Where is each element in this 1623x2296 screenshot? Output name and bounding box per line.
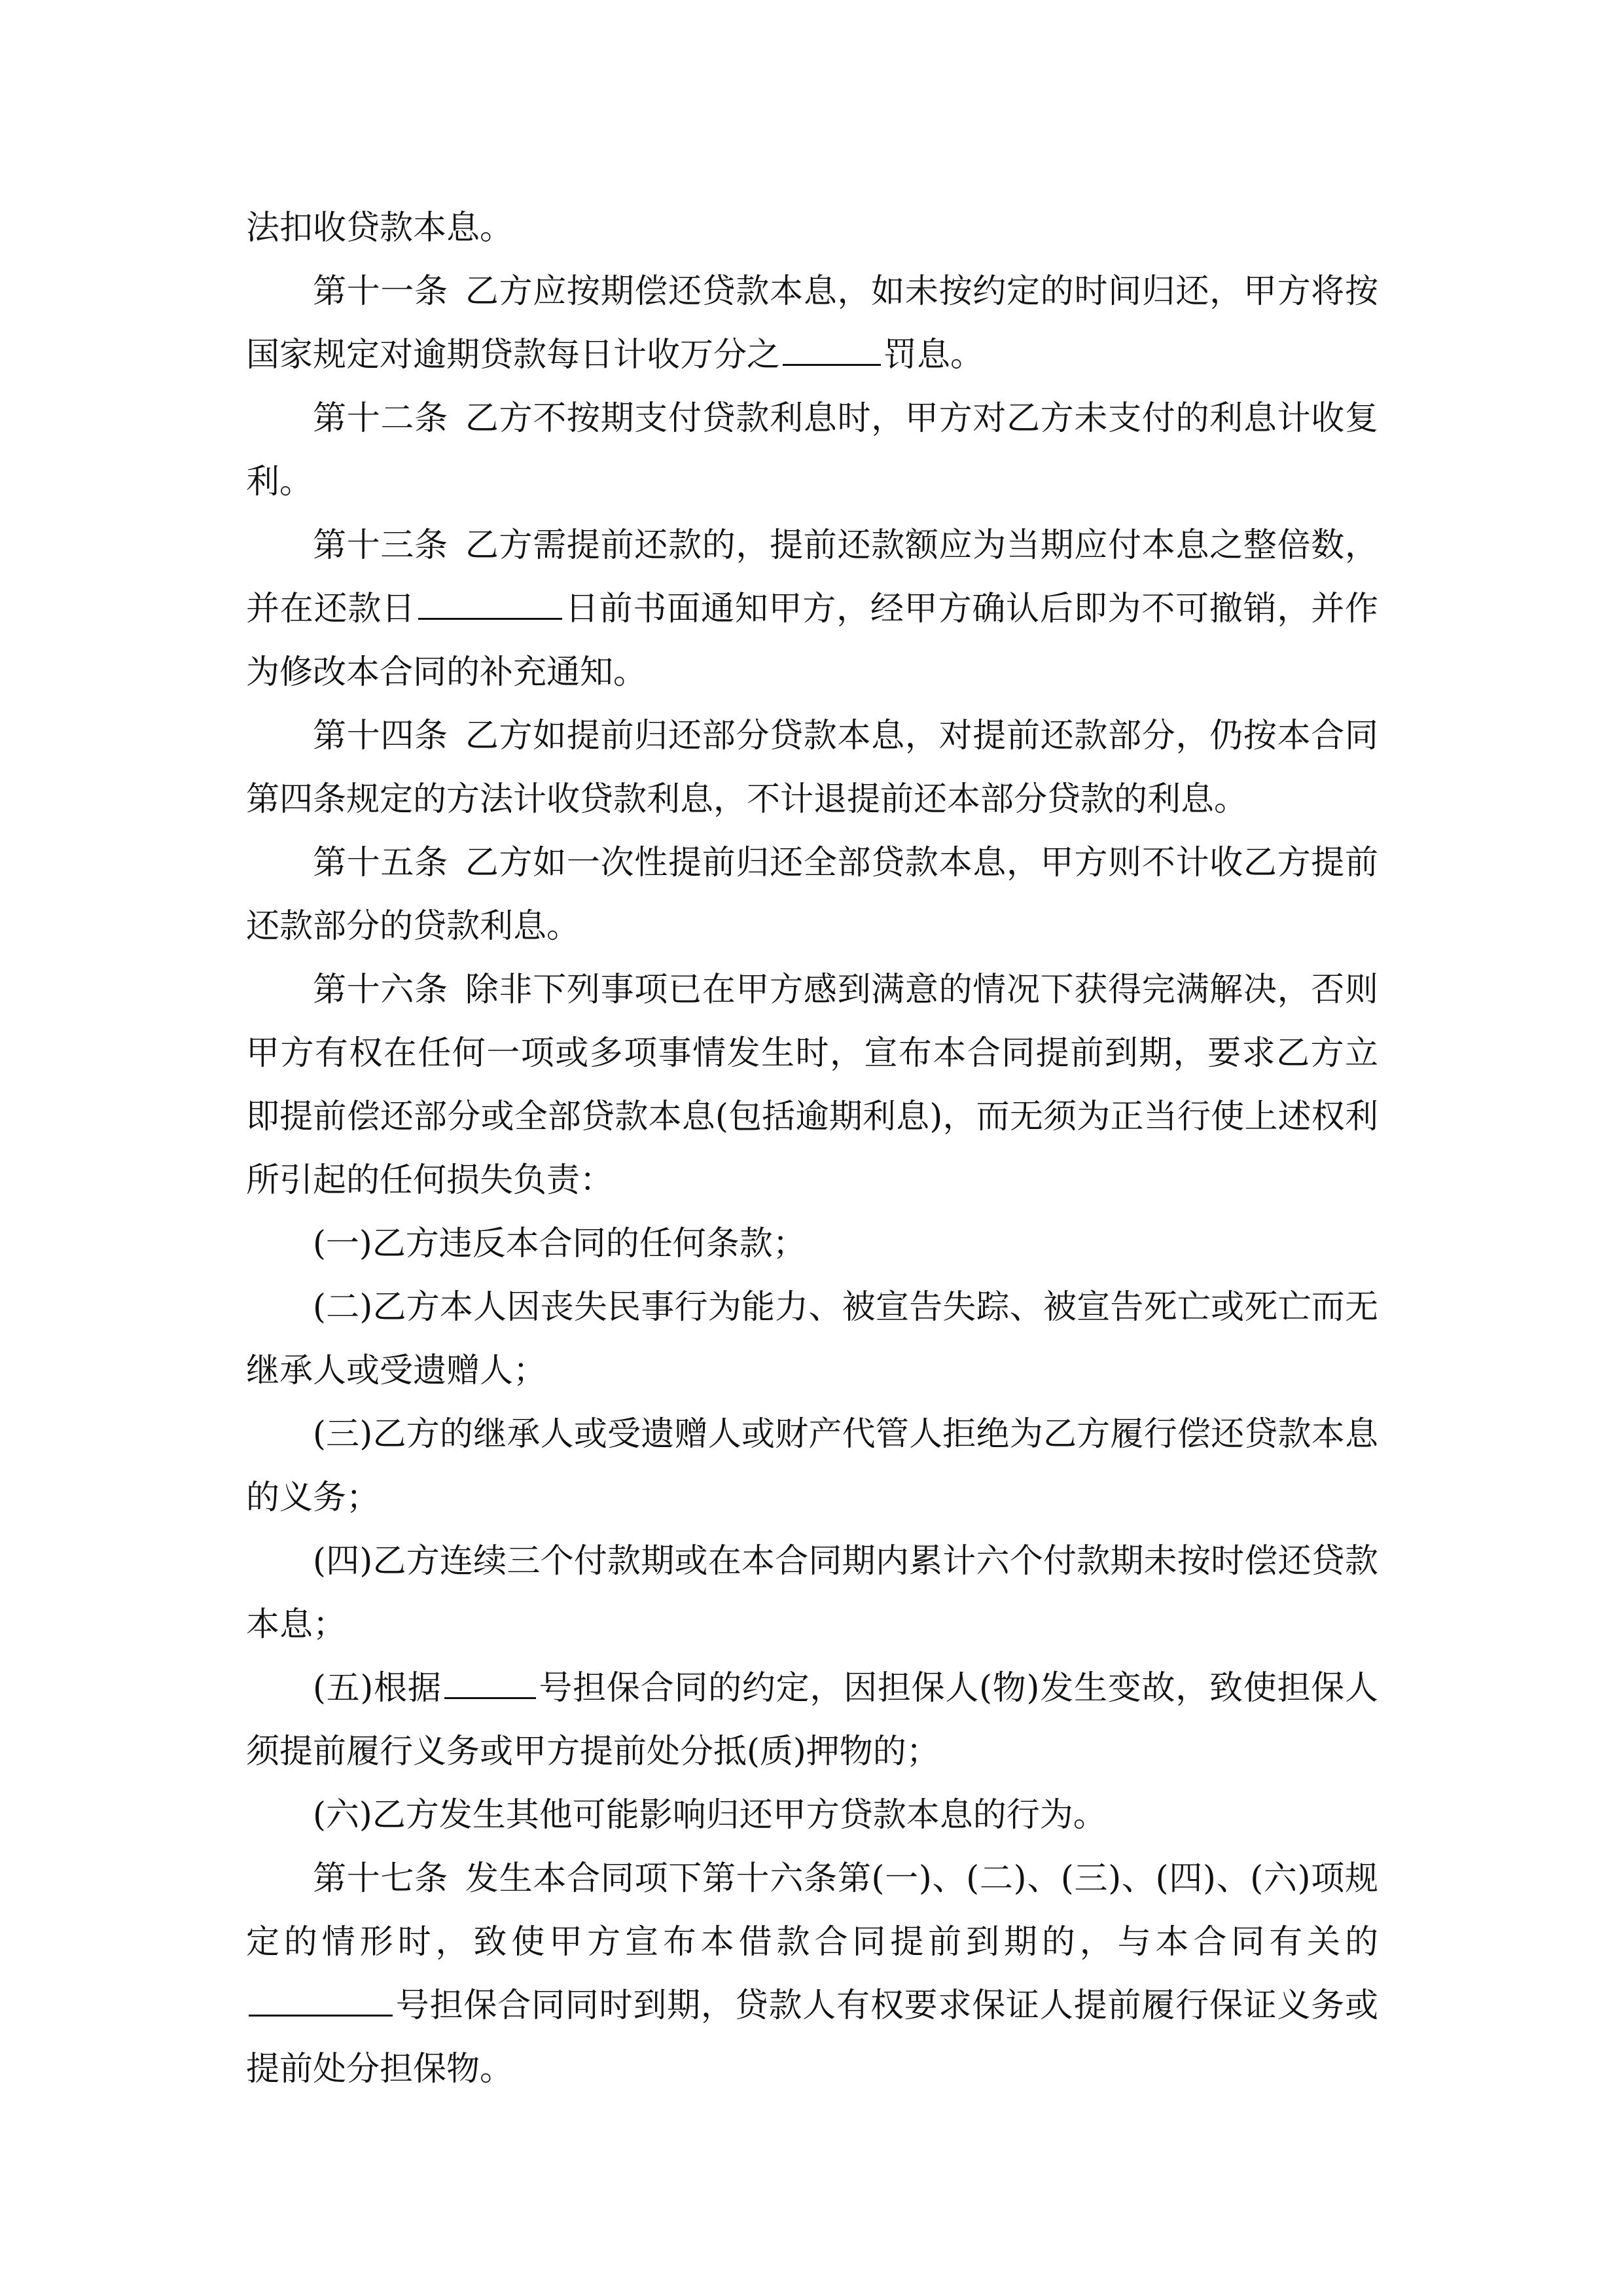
- article-label: 第十三条: [313, 526, 448, 565]
- article-12: [246, 387, 1378, 514]
- article-text: 号担保合同同时到期，贷款人有权要求保证人提前履行保证义务或提前处分担保物。: [246, 1986, 1378, 2089]
- list-item-6: [246, 1784, 1378, 1847]
- article-label: 第十五条: [313, 844, 448, 882]
- list-item-2: [246, 1276, 1378, 1403]
- article-text: 乙方需提前还款的，提前还款额应为当期应付本息之整倍数，并在还款日: [246, 526, 1378, 628]
- list-item-text: (三)乙方的继承人或受遗赠人或财产代管人拒绝为乙方履行偿还贷款本息的义务；: [246, 1415, 1378, 1517]
- article-17: [246, 1847, 1378, 2101]
- article-15: [246, 831, 1378, 958]
- list-item-5: [246, 1657, 1378, 1784]
- list-item-text: (二)乙方本人因丧失民事行为能力、被宣告失踪、被宣告死亡或死亡而无继承人或受遗赠人；: [246, 1288, 1378, 1390]
- article-label: 第十七条: [313, 1859, 448, 1898]
- article-text: 乙方不按期支付贷款利息时，甲方对乙方未支付的利息计收复利。: [246, 399, 1378, 501]
- fill-in-blank: [249, 1975, 393, 2017]
- paragraph-continuation: [246, 196, 1378, 260]
- list-item-text: (一)乙方违反本合同的任何条款；: [313, 1225, 806, 1263]
- list-item-text: (四)乙方连续三个付款期或在本合同期内累计六个付款期未按时偿还贷款本息；: [246, 1542, 1378, 1644]
- article-label: 第十一条: [313, 272, 448, 311]
- article-text: 乙方如一次性提前归还全部贷款本息，甲方则不计收乙方提前还款部分的贷款利息。: [246, 844, 1378, 946]
- list-item-4: [246, 1530, 1378, 1657]
- fill-in-blank: [444, 1658, 536, 1699]
- article-label: 第十二条: [313, 399, 448, 438]
- article-text: 乙方如提前归还部分贷款本息，对提前还款部分，仍按本合同第四条规定的方法计收贷款利息，不计退提前还本部分贷款的利息。: [246, 717, 1378, 819]
- list-item-text: 号担保合同的约定，因担保人(物)发生变故，致使担保人须提前履行义务或甲方提前处分抵(质)押物的；: [246, 1669, 1379, 1771]
- paragraph-text: 法扣收贷款本息。: [246, 209, 514, 247]
- article-11: [246, 260, 1378, 387]
- list-item-1: [246, 1212, 1378, 1276]
- article-13: [246, 514, 1378, 704]
- fill-in-blank: [418, 579, 562, 620]
- list-item-text: (五)根据: [313, 1669, 442, 1708]
- article-text: 日前书面通知甲方，经甲方确认后即为不可撤销，并作为修改本合同的补充通知。: [246, 590, 1378, 692]
- article-text: 发生本合同项下第十六条第(一)、(二)、(三)、(四)、(六)项规定的情形时，致使甲方宣布本借款合同提前到期的，与本合同有关的: [246, 1859, 1378, 1962]
- article-label: 第十六条: [313, 971, 448, 1009]
- article-14: [246, 704, 1378, 831]
- article-text: 除非下列事项已在甲方感到满意的情况下获得完满解决，否则甲方有权在任何一项或多项事情发生时，宣布本合同提前到期，要求乙方立即提前偿还部分或全部贷款本息(包括逾期利息)，而无须为正当行使上述权利所引起的任何损失负责：: [246, 971, 1378, 1200]
- list-item-text: (六)乙方发生其他可能影响归还甲方贷款本息的行为。: [313, 1796, 1107, 1835]
- list-item-3: [246, 1403, 1378, 1530]
- article-text: 罚息。: [883, 336, 984, 374]
- article-16: [246, 958, 1378, 1212]
- contract-body: [246, 196, 1378, 2101]
- article-label: 第十四条: [313, 717, 448, 755]
- fill-in-blank: [783, 325, 881, 366]
- article-text: 乙方应按期偿还贷款本息，如未按约定的时间归还，甲方将按国家规定对逾期贷款每日计收万分之: [246, 272, 1378, 374]
